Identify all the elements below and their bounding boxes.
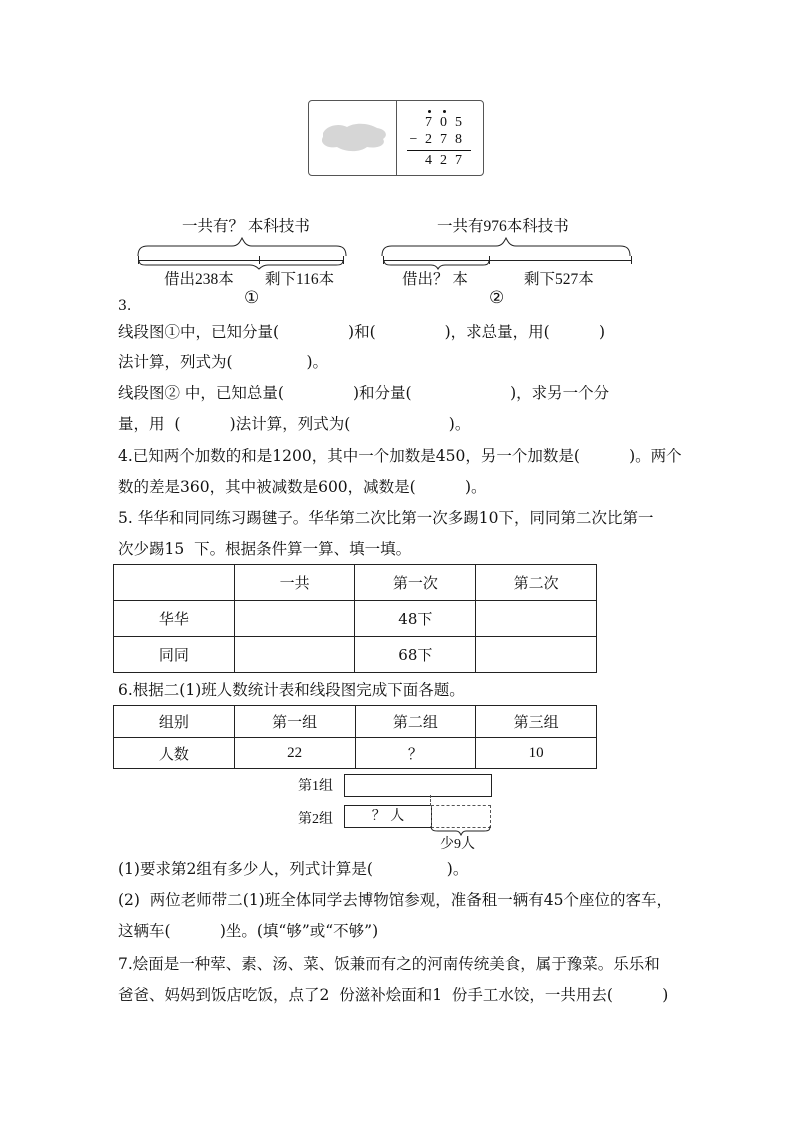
table-header-cell: 一共 xyxy=(234,565,355,601)
ink-blot-image xyxy=(317,119,389,155)
card-divider xyxy=(396,101,397,175)
table-cell: 同同 xyxy=(114,637,235,673)
table-header-cell: 第一次 xyxy=(355,565,476,601)
bar-2-label: 第2组 xyxy=(298,812,333,827)
digit: 2 xyxy=(440,153,447,168)
bar-2-missing xyxy=(431,805,491,828)
bar-1 xyxy=(344,774,492,797)
digit: 0 xyxy=(440,115,447,130)
digit: 4 xyxy=(425,153,432,168)
bar-2-text: ？ 人 xyxy=(371,808,405,824)
table-cell: 华华 xyxy=(114,601,235,637)
minuend-row xyxy=(421,115,466,131)
q5-table xyxy=(113,564,597,673)
diagram-number-label: ② xyxy=(489,288,505,307)
diagram-right-label: 剩下116本 xyxy=(265,271,335,288)
q6-table xyxy=(113,705,597,769)
digit: 8 xyxy=(455,132,462,147)
table-cell: 10 xyxy=(476,738,597,769)
table-cell: 68下 xyxy=(355,637,476,673)
digit: 2 xyxy=(425,132,432,147)
q5-line-2: 次少踢15 下。根据条件算一算、填一填。 xyxy=(118,540,412,558)
table-header-cell xyxy=(114,565,235,601)
segment-tick xyxy=(631,256,632,264)
difference-label: 少9人 xyxy=(440,837,475,852)
diagram-total-label: 一共有976本科技书 xyxy=(437,218,569,235)
q4-line-2: 数的差是360，其中被减数是600，减数是( )。 xyxy=(118,478,487,496)
table-row xyxy=(114,601,597,637)
q4-line-1: 4.已知两个加数的和是1200，其中一个加数是450，另一个加数是( )。两个 xyxy=(118,447,682,465)
top-brace-icon xyxy=(380,236,632,258)
q6-sub-1: (1)要求第2组有多少人，列式计算是( )。 xyxy=(118,860,469,878)
q5-line-1: 5. 华华和同同练习踢毽子。华华第二次比第一次多踢10下，同同第二次比第一 xyxy=(118,509,654,527)
borrow-dot-icon xyxy=(443,110,446,113)
bar-1-label: 第1组 xyxy=(298,779,333,794)
digit: 7 xyxy=(440,132,447,147)
diagram-left-label: 借出238本 xyxy=(164,271,234,288)
q6-sub-2a: (2) 两位老师带二(1)班全体同学去博物馆参观，准备租一辆有45个座位的客车， xyxy=(118,891,672,909)
table-header-cell: 第一组 xyxy=(234,706,355,738)
q3-line-4: 量，用 ( )法计算，列式为( )。 xyxy=(118,415,471,433)
diagram-number-label: ① xyxy=(244,288,260,307)
answer-cell[interactable] xyxy=(234,637,355,673)
q7-line-1: 7.烩面是一种荤、素、汤、菜、饭兼而有之的河南传统美食，属于豫菜。乐乐和 xyxy=(118,955,660,973)
diagram-left-label: 借出？ 本 xyxy=(402,271,468,288)
q7-line-2: 爸爸、妈妈到饭店吃饭，点了2 份滋补烩面和1 份手工水饺，一共用去( ) xyxy=(118,986,669,1004)
diagram-total-label: 一共有？ 本科技书 xyxy=(182,218,310,235)
digit: 7 xyxy=(425,115,432,130)
diagram-right-label: 剩下527本 xyxy=(524,271,594,288)
table-header-cell: 第三组 xyxy=(476,706,597,738)
q6-sub-2b: 这辆车( )坐。(填“够”或“不够”) xyxy=(118,922,379,940)
answer-cell[interactable] xyxy=(234,601,355,637)
table-cell: ？ xyxy=(355,738,476,769)
table-cell: 48下 xyxy=(355,601,476,637)
q3-line-1: 线段图①中，已知分量( )和( )，求总量，用( ) xyxy=(118,323,606,341)
subtraction-card xyxy=(308,100,484,176)
borrow-dot-icon xyxy=(428,110,431,113)
bar-2 xyxy=(344,805,432,828)
table-cell: 22 xyxy=(234,738,355,769)
digit: 7 xyxy=(455,153,462,168)
table-row xyxy=(114,637,597,673)
result-row xyxy=(421,153,466,169)
table-header-cell: 第二组 xyxy=(355,706,476,738)
subtrahend-row xyxy=(406,132,466,148)
q3-number: 3. xyxy=(118,298,132,314)
answer-cell[interactable] xyxy=(476,601,597,637)
minus-sign: − xyxy=(409,132,418,147)
table-header-cell: 第二次 xyxy=(476,565,597,601)
top-brace-icon xyxy=(136,236,348,258)
table-header-cell: 组别 xyxy=(114,706,235,738)
table-cell: 人数 xyxy=(114,738,235,769)
q3-line-2: 法计算，列式为( )。 xyxy=(118,353,328,371)
answer-cell[interactable] xyxy=(476,637,597,673)
table-row xyxy=(114,738,597,769)
digit: 5 xyxy=(455,115,462,130)
result-line xyxy=(407,150,471,151)
q6-title: 6.根据二(1)班人数统计表和线段图完成下面各题。 xyxy=(118,681,465,699)
q3-line-3: 线段图② 中，已知总量( )和分量( )，求另一个分 xyxy=(118,384,610,402)
